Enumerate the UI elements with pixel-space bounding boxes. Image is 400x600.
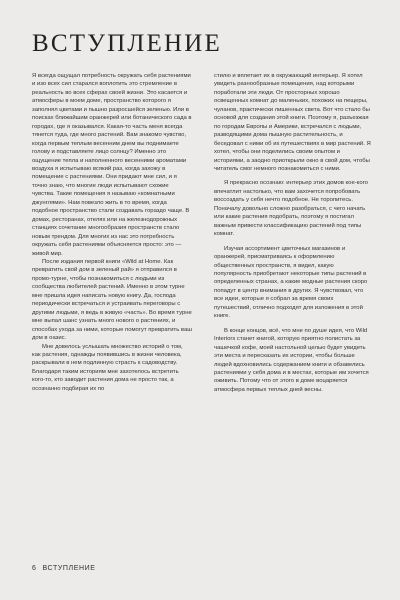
paragraph: Я прекрасно осознаю: интерьер этих домов кое-кого впечатлит настолько, что вам захочется попробовать воссоздать у себя нечто подобное. Не торопитесь. Поначалу довольно сложно разобраться, с чего начать или какие растения подобрать, поэтому я постигал важным привести классификацию растений под типы комнат.	[214, 180, 368, 238]
page-footer	[32, 565, 96, 572]
paragraph: стилю и вплетает их в окружающий интерьер. Я хотел увидеть разнообразные помещения, над которыми поработали эти люди. От просторных хорошо освещенных комнат до маленьких, похожих на пещеры, чуланов, практически лишенных света. Вот что стало бы основой для создания этой книги. Поэтому я, разъезжая по городам Европы и Америки, встречался с людьми, разводящими дома пышную растительность, и беседовал с ними об их путешествиях в мир растений. Я хотел, чтобы они поделились своим опытом и историями, а заодно приоткрыли окно в свой дом, чтобы читатель смог немного познакомиться с ними.	[214, 73, 371, 172]
page-number: 6	[32, 565, 37, 572]
left-text-column	[32, 72, 192, 393]
page-title: ВСТУПЛЕНИЕ	[32, 30, 222, 57]
paragraph: Мне довелось услышать множество историй о том, как растения, однажды появившись в жизни человека, раскрывали в нем подлинную страсть к садоводству. Благодаря таким историям мне захотелось встретить кого-то, кто заводит растения дома не просто так, а осознанно подбирая их по	[32, 343, 183, 392]
paragraph: В конце концов, всё, что мне по душе идея, что Wild Interiors станет книгой, которую приятно полистать за чашечкой кофе, моей настольной целью будет увидеть эти места и пересказать их истории, чтобы больше людей вдохновились содержанием книги и обзавелись растениями у себя дома и в местах, которые им хочется оживить. Потому что от этого в доме воцаряется атмосфера первых теплых дней весны.	[214, 327, 369, 393]
right-text-column	[214, 72, 372, 394]
running-head: ВСТУПЛЕНИЕ	[42, 565, 96, 572]
paragraph: Изучая ассортимент цветочных магазинов и оранжерей, присматриваясь к оформлению общественных пространств, я видел, какую популярность приобретают некоторые типы растений в определенных странах, а какие модные растения скоро попадут в центр внимания в других. Я чувствовал, что все идеи, которые я собрал за время своих путешествий, отлично подходят для изложения в этой книге.	[214, 245, 368, 320]
paragraph: Я всегда ощущал потребность окружать себя растениями и изо всех сил старался воплотить это стремление в реальность во всех сферах своей жизни. Это касается и атмосферы в моем доме, пространство которого я заполнял цветами и пышно разросшейся зеленью. Или в поисках ближайшим оранжерей или ботанического сада в городах, где я оказывался. Какая-то часть меня всегда тянется туда, где много растений. Вам знакомо чувство, когда первым теплым весенним днем вы поднимаете голову и подставляете лицо солнцу? Именно это ощущение тепла и наполненного весенними ароматами воздуха я испытываю всякий раз, когда захожу в помещение с растениями. Они придают мне сил, и я точно знаю, что многие люди испытывают схожие чувства. Такие помещения я называю «комнатными джунглями». Нам повезло жить в то время, когда подобное пространство стали создавать гораздо чаще. В домах, ресторанах, отелях или на железнодорожных станциях сочетание многообразия пространств стало новым трендом. Для многих из нас это потребность окружать себя растениями объясняется просто: это — живой мир.	[32, 73, 192, 257]
paragraph: После издания первой книги «Wild at Home. Как превратить свой дом в зеленый рай» я отправился в промо-турне, чтобы познакомиться с людьми из сообщества любителей растений. Именно в этом турне мне пришла идея написать новую книгу. Да, господа периодически встречаться и устраивать переговоры с другими людьми, я ведь в живую «часть». Во время турне мне выпал шанс узнать много нового о растениях, и способах ухода за ними, которые помогут превратить ваш дом в оазис.	[32, 258, 192, 342]
